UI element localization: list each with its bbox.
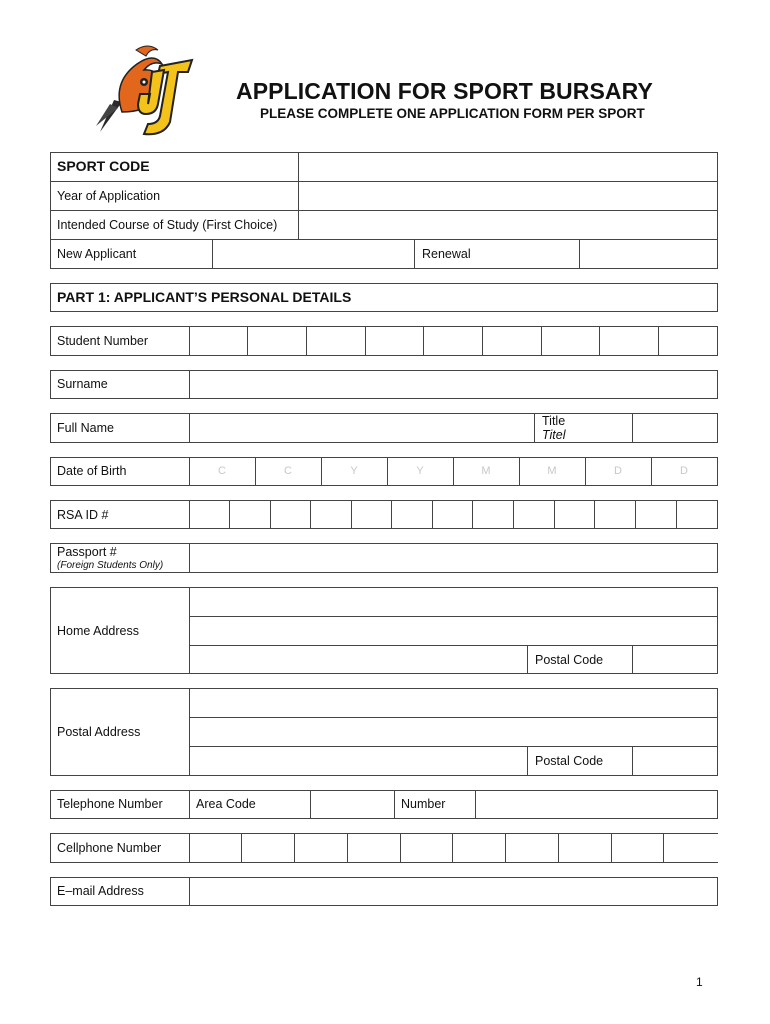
sport-code-field[interactable] (299, 153, 717, 181)
telephone-label: Telephone Number (57, 797, 163, 811)
email-field[interactable] (190, 878, 717, 905)
part1-heading: PART 1: APPLICANT’S PERSONAL DETAILS (57, 289, 352, 305)
student-number-label: Student Number (57, 334, 149, 348)
home-address-line-1[interactable] (190, 588, 717, 616)
postal-address-line-3[interactable] (190, 747, 527, 775)
surname-field[interactable] (190, 371, 717, 398)
page-title: APPLICATION FOR SPORT BURSARY (236, 78, 653, 104)
title-label: Title (542, 414, 566, 428)
postal-address-label: Postal Address (57, 725, 141, 739)
email-label: E–mail Address (57, 884, 144, 898)
passport-note: (Foreign Students Only) (57, 560, 164, 571)
student-number-field[interactable] (190, 327, 717, 355)
dob-placeholder: M (481, 465, 491, 477)
course-label: Intended Course of Study (First Choice) (57, 218, 278, 232)
course-field[interactable] (299, 211, 717, 239)
telephone-number-field[interactable] (476, 791, 717, 818)
home-address-line-2[interactable] (190, 617, 717, 645)
renewal-label: Renewal (422, 247, 471, 261)
dob-placeholder: C (218, 465, 226, 477)
dob-label: Date of Birth (57, 464, 127, 478)
postal-postal-code-label: Postal Code (535, 754, 604, 768)
dob-placeholder: Y (416, 465, 424, 477)
postal-address-line-2[interactable] (190, 718, 717, 746)
dob-placeholder: Y (350, 465, 358, 477)
dob-placeholder: C (284, 465, 292, 477)
home-postal-code-label: Postal Code (535, 653, 604, 667)
rsa-id-field[interactable] (190, 501, 717, 528)
full-name-label: Full Name (57, 421, 114, 435)
sport-code-label: SPORT CODE (57, 158, 150, 174)
postal-address-line-1[interactable] (190, 689, 717, 717)
home-address-label: Home Address (57, 624, 139, 638)
page-subtitle: PLEASE COMPLETE ONE APPLICATION FORM PER SPORT (260, 106, 645, 121)
new-applicant-label: New Applicant (57, 247, 137, 261)
home-address-line-3[interactable] (190, 646, 527, 673)
cellphone-label: Cellphone Number (57, 841, 162, 855)
renewal-field[interactable] (580, 240, 717, 268)
year-label: Year of Application (57, 189, 161, 203)
dob-placeholder: D (614, 465, 622, 477)
area-code-label: Area Code (196, 797, 256, 811)
surname-label: Surname (57, 377, 108, 391)
new-applicant-field[interactable] (213, 240, 414, 268)
home-postal-code-field[interactable] (633, 646, 717, 673)
title-field[interactable] (633, 414, 717, 442)
passport-label: Passport # (57, 545, 117, 559)
dob-field[interactable] (190, 458, 717, 485)
cellphone-field[interactable] (190, 834, 717, 862)
year-field[interactable] (299, 182, 717, 210)
titel-label: Titel (542, 428, 566, 442)
number-label: Number (401, 797, 446, 811)
rsa-id-label: RSA ID # (57, 508, 109, 522)
dob-placeholder: M (547, 465, 557, 477)
postal-postal-code-field[interactable] (633, 747, 717, 775)
uj-logo (92, 42, 212, 140)
page-number: 1 (696, 975, 703, 989)
area-code-field[interactable] (311, 791, 394, 818)
full-name-field[interactable] (190, 414, 534, 442)
dob-placeholder: D (680, 465, 688, 477)
passport-field[interactable] (190, 544, 717, 572)
